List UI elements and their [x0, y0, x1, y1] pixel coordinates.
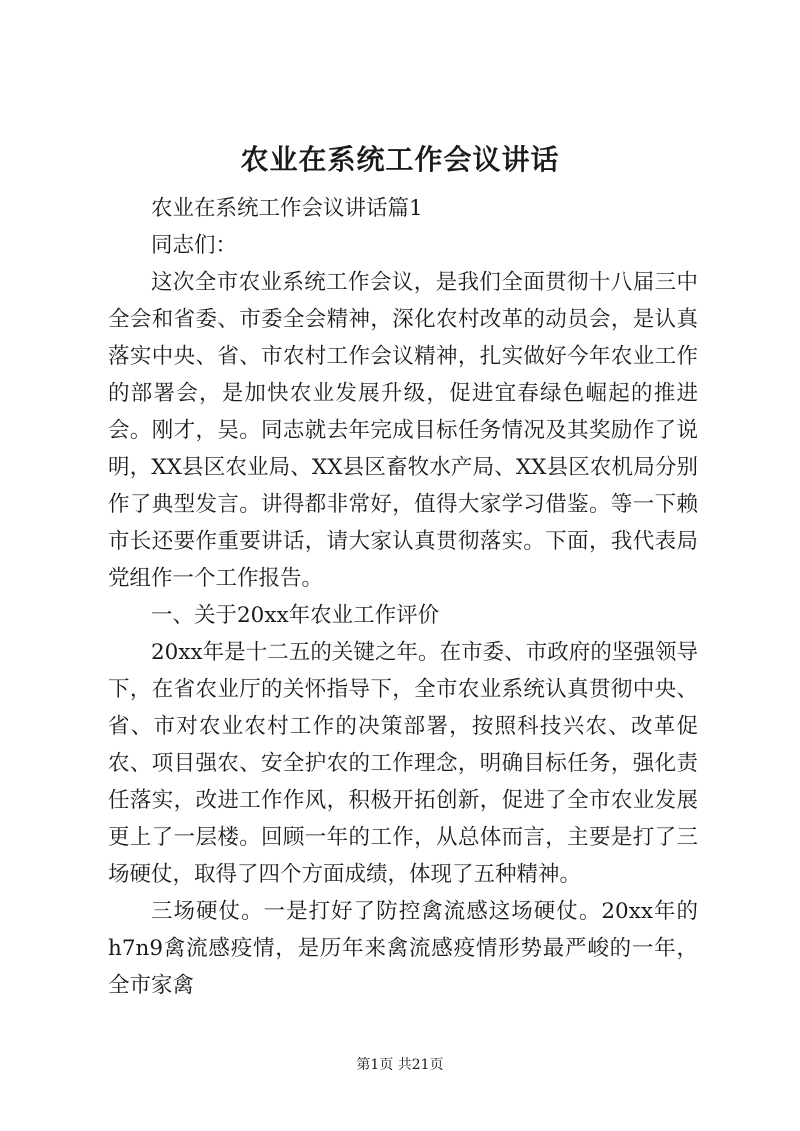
salutation: 同志们：: [151, 233, 238, 258]
paragraph: 20xx年是十二五的关键之年。在市委、市政府的坚强领导下，在省农业厅的关怀指导下，全市农业系统认真贯彻中央、省、市对农业农村工作的决策部署，按照科技兴农、改革促农、项目强农、安全护农的工作理念，明确目标任务，强化责任落实，改进工作作风，积极开拓创新，促进了全市农业发展更上了一层楼。回顾一年的工作，从总体而言，主要是打了三场硬仗，取得了四个方面成绩，体现了五种精神。: [108, 640, 698, 887]
paragraph: 三场硬仗。一是打好了防控禽流感这场硬仗。20xx年的h7n9禽流感疫情，是历年来禽流感疫情形势最严峻的一年，全市家禽: [108, 899, 698, 998]
page-title: 农业在系统工作会议讲话: [240, 143, 560, 176]
document-body: [108, 190, 698, 1004]
section-heading: 一、关于20xx年农业工作评价: [151, 603, 440, 628]
paragraph: 这次全市农业系统工作会议，是我们全面贯彻十八届三中全会和省委、市委全会精神，深化农村改革的动员会，是认真落实中央、省、市农村工作会议精神，扎实做好今年农业工作的部署会，是加快农业发展升级，促进宜春绿色崛起的推进会。刚才，吴。同志就去年完成目标任务情况及其奖励作了说明，XX县区农业局、XX县区畜牧水产局、XX县区农机局分别作了典型发言。讲得都非常好，值得大家学习借鉴。等一下赖市长还要作重要讲话，请大家认真贯彻落实。下面，我代表局党组作一个工作报告。: [108, 270, 698, 591]
page-footer: 第1页 共21页: [356, 1057, 444, 1073]
subtitle: 农业在系统工作会议讲话篇1: [151, 196, 423, 221]
